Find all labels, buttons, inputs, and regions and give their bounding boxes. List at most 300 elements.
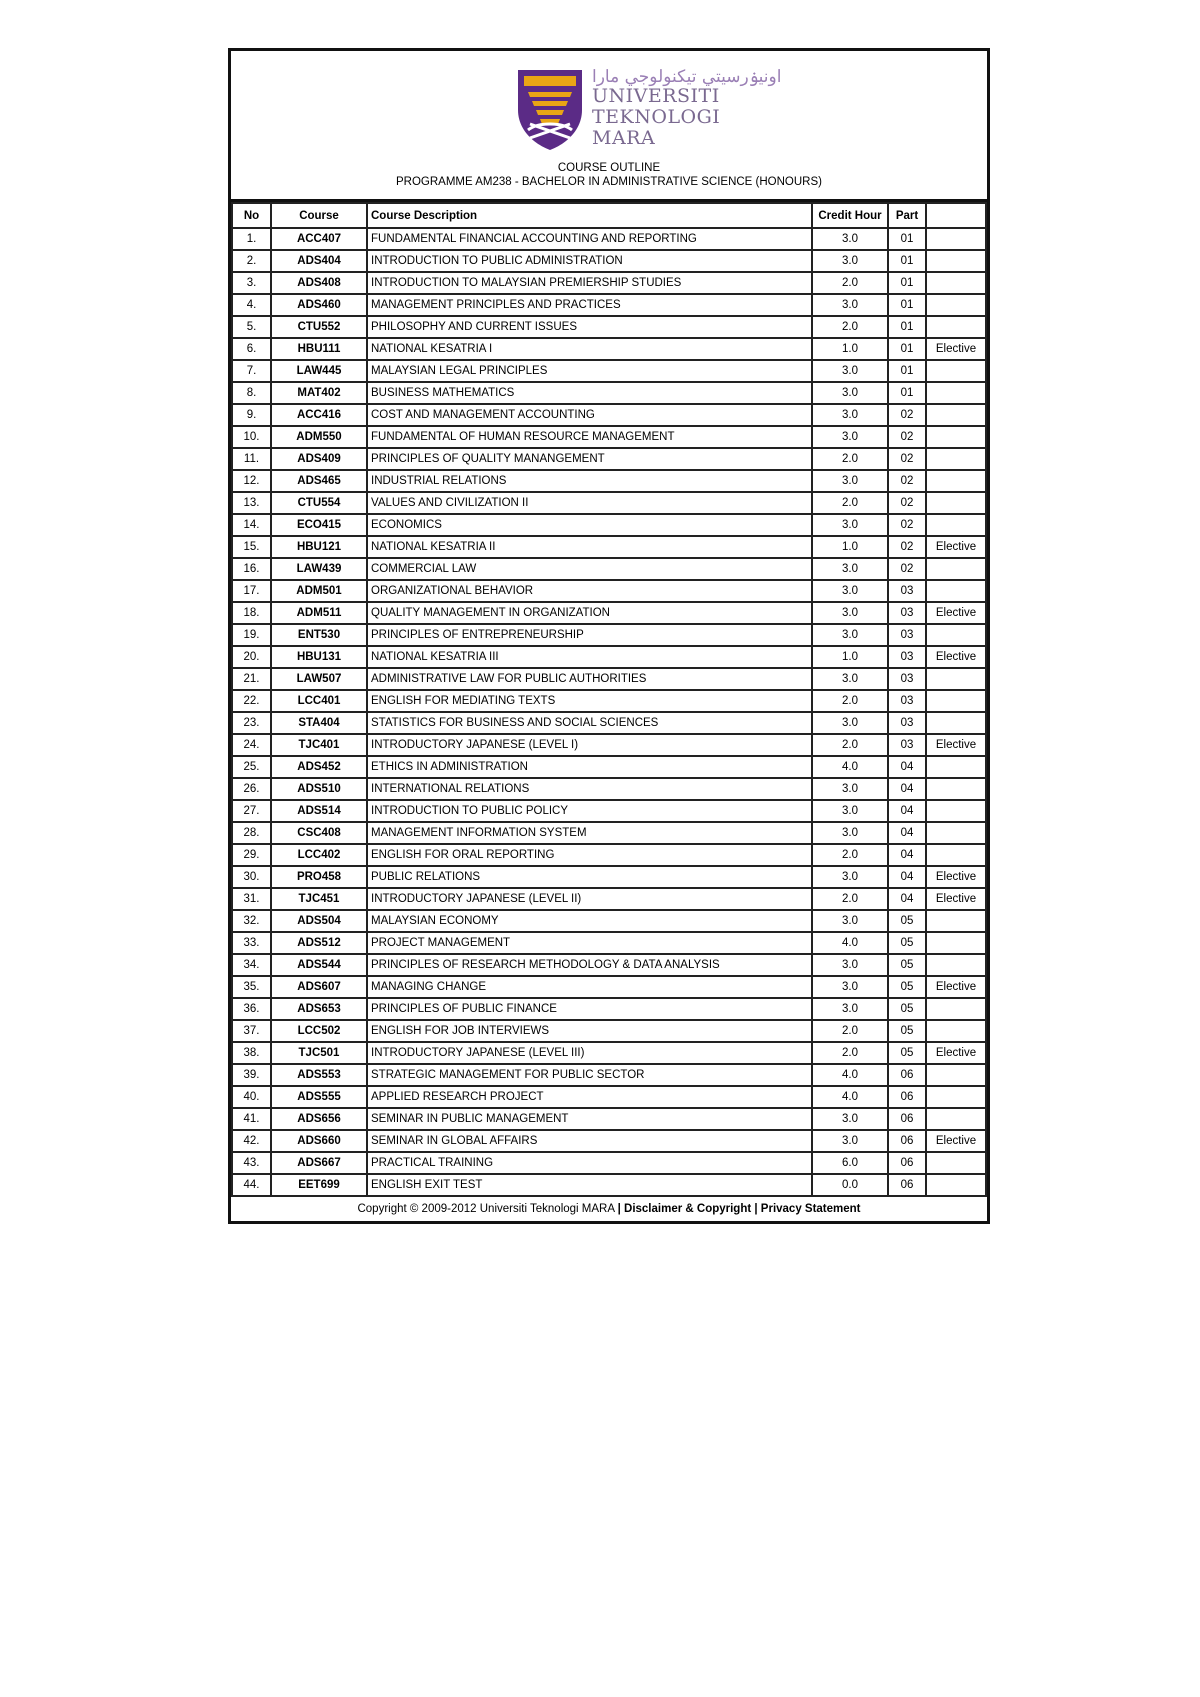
- col-header-note: [926, 203, 986, 228]
- cell-no: 33.: [232, 932, 271, 954]
- col-header-course: Course: [271, 203, 367, 228]
- cell-course-code: ADS553: [271, 1064, 367, 1086]
- cell-description: INTRODUCTION TO PUBLIC POLICY: [367, 800, 812, 822]
- table-row: [232, 426, 986, 448]
- cell-part: 02: [888, 558, 926, 580]
- cell-description: NATIONAL KESATRIA III: [367, 646, 812, 668]
- cell-part: 03: [888, 624, 926, 646]
- cell-description: PRINCIPLES OF RESEARCH METHODOLOGY & DATA ANALYSIS: [367, 954, 812, 976]
- cell-part: 06: [888, 1064, 926, 1086]
- cell-no: 34.: [232, 954, 271, 976]
- cell-credit-hour: 3.0: [812, 602, 888, 624]
- table-row: [232, 624, 986, 646]
- cell-course-code: LCC402: [271, 844, 367, 866]
- cell-no: 40.: [232, 1086, 271, 1108]
- cell-course-code: ENT530: [271, 624, 367, 646]
- table-row: [232, 514, 986, 536]
- cell-note: [926, 624, 986, 646]
- cell-course-code: ADS408: [271, 272, 367, 294]
- cell-course-code: LAW439: [271, 558, 367, 580]
- cell-credit-hour: 2.0: [812, 734, 888, 756]
- cell-description: INTRODUCTORY JAPANESE (LEVEL II): [367, 888, 812, 910]
- cell-course-code: LAW445: [271, 360, 367, 382]
- table-row: [232, 294, 986, 316]
- cell-credit-hour: 2.0: [812, 448, 888, 470]
- cell-credit-hour: 3.0: [812, 294, 888, 316]
- cell-description: COMMERCIAL LAW: [367, 558, 812, 580]
- cell-part: 04: [888, 756, 926, 778]
- cell-credit-hour: 3.0: [812, 580, 888, 602]
- col-header-credit: Credit Hour: [812, 203, 888, 228]
- cell-description: INTRODUCTION TO PUBLIC ADMINISTRATION: [367, 250, 812, 272]
- cell-part: 05: [888, 910, 926, 932]
- table-row: [232, 800, 986, 822]
- cell-description: PHILOSOPHY AND CURRENT ISSUES: [367, 316, 812, 338]
- cell-note: [926, 470, 986, 492]
- cell-note: [926, 382, 986, 404]
- cell-no: 35.: [232, 976, 271, 998]
- cell-note: Elective: [926, 734, 986, 756]
- cell-course-code: CSC408: [271, 822, 367, 844]
- cell-note: [926, 1064, 986, 1086]
- cell-description: STATISTICS FOR BUSINESS AND SOCIAL SCIENCES: [367, 712, 812, 734]
- cell-course-code: ADS409: [271, 448, 367, 470]
- cell-credit-hour: 4.0: [812, 756, 888, 778]
- table-row: [232, 404, 986, 426]
- cell-credit-hour: 4.0: [812, 1086, 888, 1108]
- cell-part: 06: [888, 1152, 926, 1174]
- cell-no: 15.: [232, 536, 271, 558]
- cell-credit-hour: 1.0: [812, 338, 888, 360]
- cell-part: 01: [888, 338, 926, 360]
- cell-no: 27.: [232, 800, 271, 822]
- cell-course-code: HBU121: [271, 536, 367, 558]
- cell-description: INDUSTRIAL RELATIONS: [367, 470, 812, 492]
- cell-credit-hour: 2.0: [812, 316, 888, 338]
- cell-description: BUSINESS MATHEMATICS: [367, 382, 812, 404]
- uitm-wordmark: [592, 66, 782, 149]
- table-row: [232, 822, 986, 844]
- cell-course-code: TJC501: [271, 1042, 367, 1064]
- cell-credit-hour: 3.0: [812, 250, 888, 272]
- cell-course-code: ADS512: [271, 932, 367, 954]
- table-row: [232, 448, 986, 470]
- table-row: [232, 1174, 986, 1196]
- footer: [231, 1197, 987, 1221]
- cell-note: Elective: [926, 1130, 986, 1152]
- cell-course-code: ADS510: [271, 778, 367, 800]
- cell-credit-hour: 2.0: [812, 492, 888, 514]
- table-row: [232, 1042, 986, 1064]
- cell-no: 22.: [232, 690, 271, 712]
- cell-note: [926, 514, 986, 536]
- cell-no: 6.: [232, 338, 271, 360]
- table-row: [232, 1108, 986, 1130]
- cell-note: [926, 954, 986, 976]
- cell-part: 02: [888, 404, 926, 426]
- cell-no: 7.: [232, 360, 271, 382]
- title: COURSE OUTLINE: [557, 162, 661, 174]
- cell-description: ETHICS IN ADMINISTRATION: [367, 756, 812, 778]
- cell-part: 01: [888, 294, 926, 316]
- cell-note: [926, 910, 986, 932]
- cell-credit-hour: 3.0: [812, 976, 888, 998]
- cell-note: Elective: [926, 646, 986, 668]
- cell-credit-hour: 3.0: [812, 228, 888, 250]
- cell-note: [926, 690, 986, 712]
- privacy-link[interactable]: Privacy Statement: [760, 1203, 861, 1215]
- cell-part: 03: [888, 712, 926, 734]
- cell-part: 04: [888, 888, 926, 910]
- cell-description: MANAGEMENT PRINCIPLES AND PRACTICES: [367, 294, 812, 316]
- cell-credit-hour: 3.0: [812, 668, 888, 690]
- cell-note: [926, 360, 986, 382]
- cell-no: 32.: [232, 910, 271, 932]
- cell-no: 38.: [232, 1042, 271, 1064]
- cell-description: APPLIED RESEARCH PROJECT: [367, 1086, 812, 1108]
- cell-note: Elective: [926, 976, 986, 998]
- jawi-script: اونيۏرسيتي تيكنولوجي مارا: [592, 67, 782, 87]
- table-row: [232, 888, 986, 910]
- cell-credit-hour: 3.0: [812, 360, 888, 382]
- cell-course-code: ADM501: [271, 580, 367, 602]
- cell-no: 43.: [232, 1152, 271, 1174]
- cell-note: Elective: [926, 338, 986, 360]
- cell-no: 3.: [232, 272, 271, 294]
- disclaimer-link[interactable]: Disclaimer & Copyright: [624, 1203, 752, 1215]
- cell-no: 24.: [232, 734, 271, 756]
- cell-credit-hour: 2.0: [812, 690, 888, 712]
- cell-no: 5.: [232, 316, 271, 338]
- table-row: [232, 602, 986, 624]
- cell-credit-hour: 3.0: [812, 712, 888, 734]
- cell-no: 18.: [232, 602, 271, 624]
- cell-description: MANAGING CHANGE: [367, 976, 812, 998]
- cell-part: 02: [888, 536, 926, 558]
- cell-description: PROJECT MANAGEMENT: [367, 932, 812, 954]
- table-row: [232, 250, 986, 272]
- cell-description: ENGLISH FOR MEDIATING TEXTS: [367, 690, 812, 712]
- cell-note: [926, 272, 986, 294]
- cell-no: 21.: [232, 668, 271, 690]
- document-title: [231, 161, 987, 189]
- cell-no: 11.: [232, 448, 271, 470]
- cell-no: 30.: [232, 866, 271, 888]
- cell-course-code: STA404: [271, 712, 367, 734]
- table-row: [232, 778, 986, 800]
- cell-no: 12.: [232, 470, 271, 492]
- cell-part: 05: [888, 954, 926, 976]
- cell-part: 03: [888, 734, 926, 756]
- cell-description: INTRODUCTORY JAPANESE (LEVEL III): [367, 1042, 812, 1064]
- cell-note: Elective: [926, 536, 986, 558]
- cell-course-code: ADS660: [271, 1130, 367, 1152]
- cell-description: QUALITY MANAGEMENT IN ORGANIZATION: [367, 602, 812, 624]
- table-row: [232, 470, 986, 492]
- programme-subtitle: PROGRAMME AM238 - BACHELOR IN ADMINISTRATIVE SCIENCE (HONOURS): [396, 176, 822, 188]
- table-row: [232, 712, 986, 734]
- table-row: [232, 316, 986, 338]
- cell-part: 03: [888, 668, 926, 690]
- table-row: [232, 646, 986, 668]
- cell-note: [926, 822, 986, 844]
- cell-credit-hour: 3.0: [812, 910, 888, 932]
- cell-course-code: HBU111: [271, 338, 367, 360]
- cell-part: 01: [888, 316, 926, 338]
- cell-part: 01: [888, 228, 926, 250]
- cell-no: 2.: [232, 250, 271, 272]
- cell-note: [926, 228, 986, 250]
- cell-part: 01: [888, 382, 926, 404]
- cell-course-code: ADM550: [271, 426, 367, 448]
- cell-course-code: ADS460: [271, 294, 367, 316]
- cell-credit-hour: 1.0: [812, 536, 888, 558]
- cell-course-code: ADS544: [271, 954, 367, 976]
- cell-no: 37.: [232, 1020, 271, 1042]
- table-row: [232, 1130, 986, 1152]
- cell-description: ORGANIZATIONAL BEHAVIOR: [367, 580, 812, 602]
- brand-line-2: TEKNOLOGI: [592, 106, 721, 128]
- cell-note: [926, 998, 986, 1020]
- table-row: [232, 272, 986, 294]
- cell-no: 16.: [232, 558, 271, 580]
- cell-credit-hour: 3.0: [812, 954, 888, 976]
- cell-description: PRINCIPLES OF QUALITY MANANGEMENT: [367, 448, 812, 470]
- cell-course-code: PRO458: [271, 866, 367, 888]
- table-row: [232, 998, 986, 1020]
- cell-description: MALAYSIAN ECONOMY: [367, 910, 812, 932]
- table-row: [232, 756, 986, 778]
- cell-credit-hour: 3.0: [812, 1130, 888, 1152]
- cell-description: PRINCIPLES OF ENTREPRENEURSHIP: [367, 624, 812, 646]
- cell-credit-hour: 3.0: [812, 382, 888, 404]
- cell-no: 26.: [232, 778, 271, 800]
- cell-note: [926, 1152, 986, 1174]
- cell-part: 06: [888, 1130, 926, 1152]
- cell-description: SEMINAR IN GLOBAL AFFAIRS: [367, 1130, 812, 1152]
- cell-no: 13.: [232, 492, 271, 514]
- cell-description: INTRODUCTORY JAPANESE (LEVEL I): [367, 734, 812, 756]
- cell-course-code: LCC502: [271, 1020, 367, 1042]
- cell-note: [926, 756, 986, 778]
- cell-course-code: ADS452: [271, 756, 367, 778]
- cell-description: VALUES AND CIVILIZATION II: [367, 492, 812, 514]
- cell-course-code: ECO415: [271, 514, 367, 536]
- cell-no: 8.: [232, 382, 271, 404]
- table-row: [232, 580, 986, 602]
- cell-credit-hour: 3.0: [812, 778, 888, 800]
- cell-credit-hour: 2.0: [812, 1042, 888, 1064]
- cell-part: 03: [888, 690, 926, 712]
- cell-description: NATIONAL KESATRIA II: [367, 536, 812, 558]
- cell-part: 06: [888, 1086, 926, 1108]
- cell-part: 01: [888, 272, 926, 294]
- table-row: [232, 932, 986, 954]
- cell-no: 42.: [232, 1130, 271, 1152]
- cell-note: [926, 932, 986, 954]
- cell-credit-hour: 3.0: [812, 514, 888, 536]
- cell-description: MANAGEMENT INFORMATION SYSTEM: [367, 822, 812, 844]
- cell-part: 03: [888, 580, 926, 602]
- cell-credit-hour: 3.0: [812, 404, 888, 426]
- cell-note: [926, 668, 986, 690]
- cell-part: 03: [888, 646, 926, 668]
- cell-description: INTRODUCTION TO MALAYSIAN PREMIERSHIP STUDIES: [367, 272, 812, 294]
- cell-part: 05: [888, 1020, 926, 1042]
- table-row: [232, 844, 986, 866]
- table-row: [232, 734, 986, 756]
- cell-course-code: ACC416: [271, 404, 367, 426]
- cell-credit-hour: 3.0: [812, 558, 888, 580]
- table-row: [232, 536, 986, 558]
- cell-no: 29.: [232, 844, 271, 866]
- cell-no: 10.: [232, 426, 271, 448]
- table-row: [232, 668, 986, 690]
- cell-no: 31.: [232, 888, 271, 910]
- footer-separator: |: [751, 1203, 761, 1215]
- cell-note: [926, 580, 986, 602]
- cell-credit-hour: 3.0: [812, 800, 888, 822]
- cell-no: 28.: [232, 822, 271, 844]
- cell-no: 9.: [232, 404, 271, 426]
- cell-description: FUNDAMENTAL FINANCIAL ACCOUNTING AND REPORTING: [367, 228, 812, 250]
- cell-note: [926, 712, 986, 734]
- cell-no: 17.: [232, 580, 271, 602]
- cell-part: 03: [888, 602, 926, 624]
- cell-no: 25.: [232, 756, 271, 778]
- cell-note: [926, 1174, 986, 1196]
- cell-part: 05: [888, 998, 926, 1020]
- cell-course-code: ADS404: [271, 250, 367, 272]
- cell-part: 05: [888, 976, 926, 998]
- document-header: [231, 51, 987, 202]
- table-row: [232, 1020, 986, 1042]
- cell-course-code: ADS514: [271, 800, 367, 822]
- cell-no: 14.: [232, 514, 271, 536]
- cell-course-code: EET699: [271, 1174, 367, 1196]
- cell-description: ENGLISH FOR ORAL REPORTING: [367, 844, 812, 866]
- cell-description: FUNDAMENTAL OF HUMAN RESOURCE MANAGEMENT: [367, 426, 812, 448]
- cell-credit-hour: 2.0: [812, 844, 888, 866]
- cell-no: 1.: [232, 228, 271, 250]
- cell-description: COST AND MANAGEMENT ACCOUNTING: [367, 404, 812, 426]
- cell-note: [926, 294, 986, 316]
- cell-no: 23.: [232, 712, 271, 734]
- cell-description: ECONOMICS: [367, 514, 812, 536]
- cell-credit-hour: 0.0: [812, 1174, 888, 1196]
- cell-course-code: LCC401: [271, 690, 367, 712]
- cell-description: PRINCIPLES OF PUBLIC FINANCE: [367, 998, 812, 1020]
- table-row: [232, 228, 986, 250]
- cell-note: [926, 558, 986, 580]
- cell-note: [926, 800, 986, 822]
- cell-no: 39.: [232, 1064, 271, 1086]
- cell-description: ENGLISH FOR JOB INTERVIEWS: [367, 1020, 812, 1042]
- table-row: [232, 976, 986, 998]
- cell-description: SEMINAR IN PUBLIC MANAGEMENT: [367, 1108, 812, 1130]
- cell-note: [926, 1108, 986, 1130]
- cell-note: Elective: [926, 888, 986, 910]
- table-row: [232, 382, 986, 404]
- cell-description: MALAYSIAN LEGAL PRINCIPLES: [367, 360, 812, 382]
- cell-part: 02: [888, 448, 926, 470]
- uitm-shield-icon: [514, 66, 586, 152]
- cell-course-code: ADS653: [271, 998, 367, 1020]
- cell-credit-hour: 3.0: [812, 426, 888, 448]
- cell-course-code: ADS555: [271, 1086, 367, 1108]
- cell-description: ADMINISTRATIVE LAW FOR PUBLIC AUTHORITIES: [367, 668, 812, 690]
- cell-credit-hour: 3.0: [812, 470, 888, 492]
- copyright-text: Copyright © 2009-2012 Universiti Teknologi MARA: [357, 1203, 618, 1215]
- cell-part: 02: [888, 514, 926, 536]
- cell-note: [926, 448, 986, 470]
- cell-note: [926, 778, 986, 800]
- cell-credit-hour: 4.0: [812, 1064, 888, 1086]
- col-header-description: Course Description: [367, 203, 812, 228]
- footer-separator: |: [617, 1203, 625, 1215]
- cell-course-code: MAT402: [271, 382, 367, 404]
- cell-course-code: ADS504: [271, 910, 367, 932]
- cell-course-code: HBU131: [271, 646, 367, 668]
- cell-credit-hour: 4.0: [812, 932, 888, 954]
- cell-note: [926, 250, 986, 272]
- cell-credit-hour: 2.0: [812, 272, 888, 294]
- table-row: [232, 954, 986, 976]
- cell-part: 06: [888, 1108, 926, 1130]
- table-row: [232, 1086, 986, 1108]
- cell-no: 20.: [232, 646, 271, 668]
- col-header-part: Part: [888, 203, 926, 228]
- cell-credit-hour: 2.0: [812, 888, 888, 910]
- uitm-logo: [514, 66, 782, 156]
- cell-credit-hour: 2.0: [812, 1020, 888, 1042]
- cell-note: [926, 316, 986, 338]
- cell-no: 36.: [232, 998, 271, 1020]
- brand-line-3: MARA: [592, 127, 656, 149]
- cell-part: 04: [888, 844, 926, 866]
- table-row: [232, 910, 986, 932]
- cell-credit-hour: 3.0: [812, 866, 888, 888]
- cell-part: 05: [888, 932, 926, 954]
- cell-credit-hour: 6.0: [812, 1152, 888, 1174]
- cell-note: [926, 426, 986, 448]
- cell-credit-hour: 3.0: [812, 624, 888, 646]
- cell-credit-hour: 3.0: [812, 822, 888, 844]
- course-table: [231, 202, 987, 1197]
- table-row: [232, 690, 986, 712]
- cell-note: Elective: [926, 602, 986, 624]
- cell-note: [926, 1086, 986, 1108]
- cell-course-code: ADS465: [271, 470, 367, 492]
- cell-description: ENGLISH EXIT TEST: [367, 1174, 812, 1196]
- cell-no: 19.: [232, 624, 271, 646]
- cell-course-code: ADS667: [271, 1152, 367, 1174]
- cell-course-code: TJC401: [271, 734, 367, 756]
- brand-line-1: UNIVERSITI: [592, 85, 720, 107]
- table-header-row: [232, 203, 986, 228]
- cell-part: 04: [888, 822, 926, 844]
- cell-part: 01: [888, 250, 926, 272]
- cell-description: PRACTICAL TRAINING: [367, 1152, 812, 1174]
- table-row: [232, 866, 986, 888]
- table-row: [232, 360, 986, 382]
- cell-course-code: ADS607: [271, 976, 367, 998]
- cell-part: 04: [888, 866, 926, 888]
- table-row: [232, 1064, 986, 1086]
- cell-description: INTERNATIONAL RELATIONS: [367, 778, 812, 800]
- cell-note: [926, 844, 986, 866]
- cell-part: 01: [888, 360, 926, 382]
